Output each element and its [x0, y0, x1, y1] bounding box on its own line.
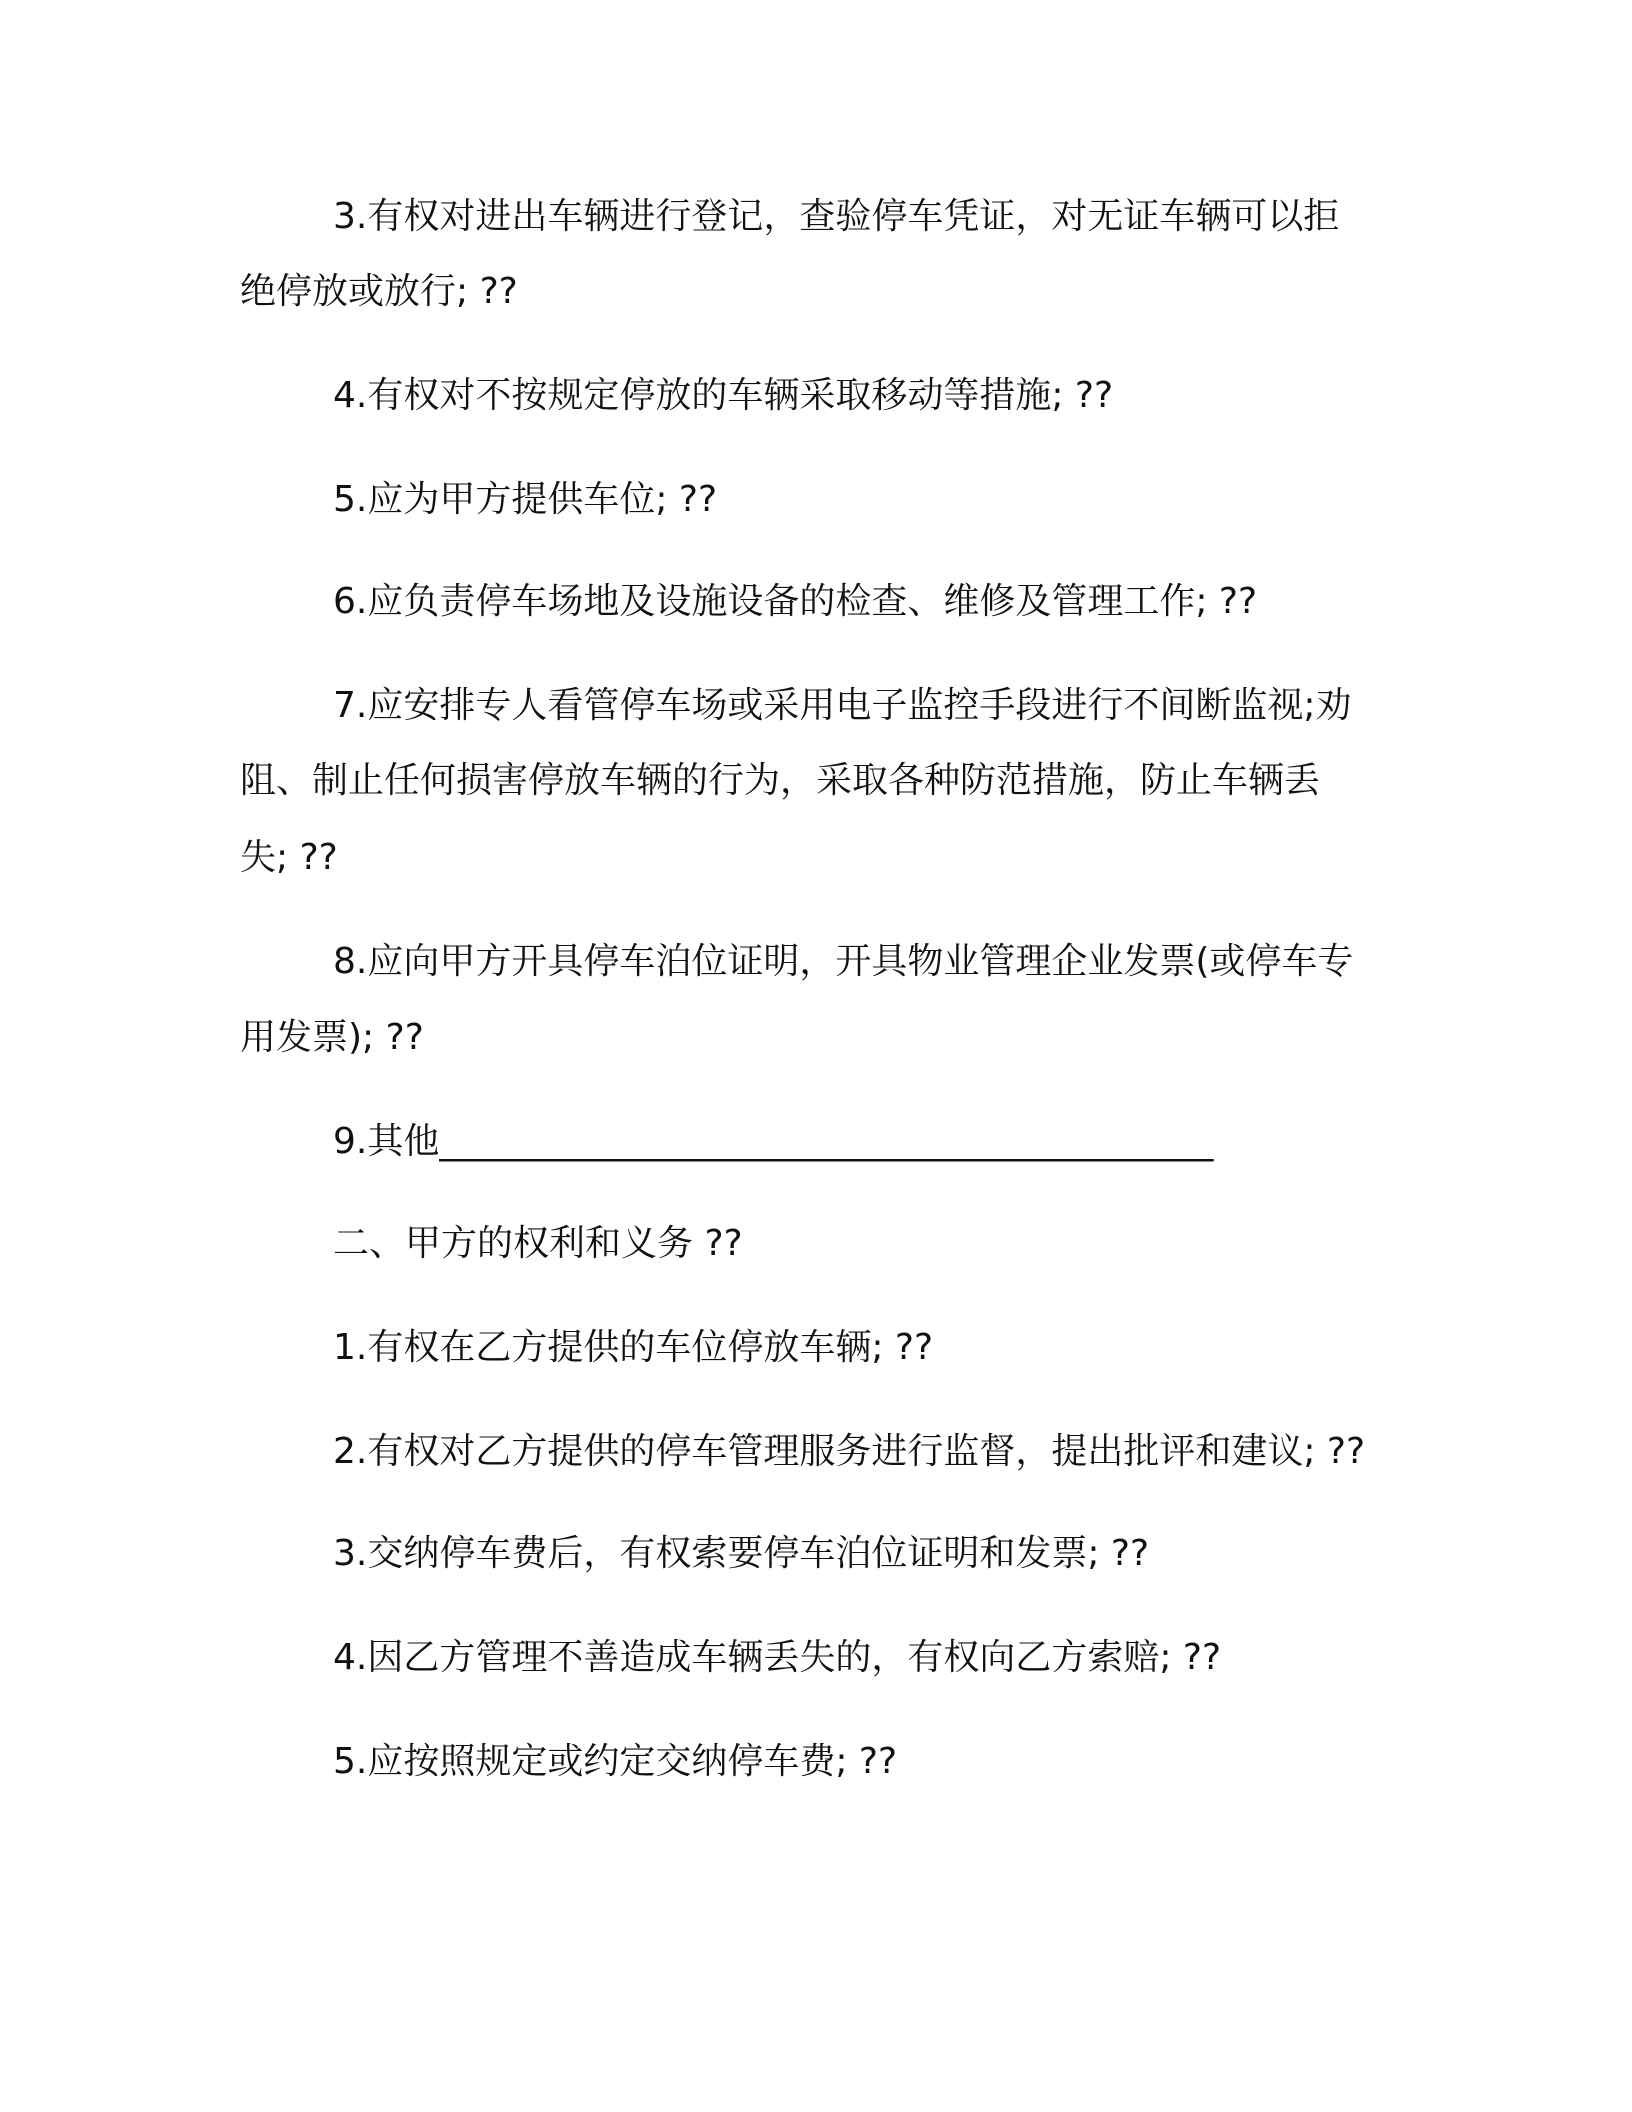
text-line: 用发票); ??: [240, 1017, 424, 1058]
text-line: 2.有权对乙方提供的停车管理服务进行监督，提出批评和建议; ??: [333, 1431, 1366, 1472]
text-line: 5.应按照规定或约定交纳停车费; ??: [333, 1741, 898, 1782]
section-heading: 二、甲方的权利和义务 ??: [333, 1223, 743, 1264]
text-line: 1.有权在乙方提供的车位停放车辆; ??: [333, 1327, 934, 1368]
text-line: 9.其他___________________________________________: [333, 1121, 1214, 1162]
text-line: 阻、制止任何损害停放车辆的行为，采取各种防范措施，防止车辆丢: [240, 760, 1321, 801]
text-line: 4.有权对不按规定停放的车辆采取移动等措施; ??: [333, 375, 1114, 416]
text-line: 3.有权对进出车辆进行登记，查验停车凭证，对无证车辆可以拒: [333, 196, 1340, 237]
text-line: 8.应向甲方开具停车泊位证明，开具物业管理企业发票(或停车专: [333, 941, 1354, 982]
text-line: 4.因乙方管理不善造成车辆丢失的，有权向乙方索赔; ??: [333, 1637, 1222, 1678]
text-line: 6.应负责停车场地及设施设备的检查、维修及管理工作; ??: [333, 581, 1258, 622]
text-line: 7.应安排专人看管停车场或采用电子监控手段进行不间断监视;劝: [333, 685, 1352, 726]
text-line: 绝停放或放行; ??: [240, 271, 518, 312]
text-line: 3.交纳停车费后，有权索要停车泊位证明和发票; ??: [333, 1533, 1150, 1574]
text-line: 5.应为甲方提供车位; ??: [333, 479, 718, 520]
text-line: 失; ??: [240, 837, 338, 878]
